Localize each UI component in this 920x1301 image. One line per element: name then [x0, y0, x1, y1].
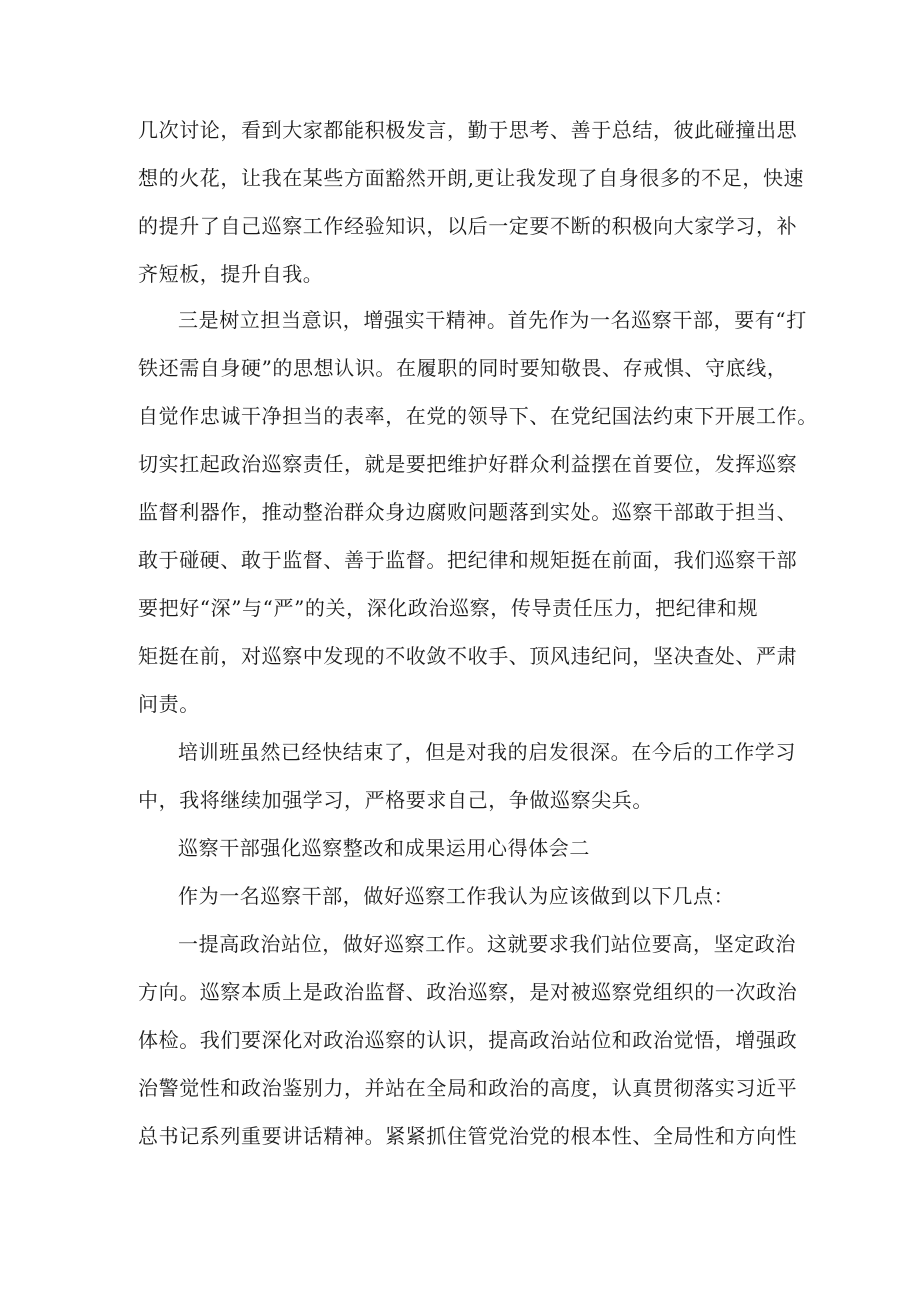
- text-line: 几次讨论，看到大家都能积极发言，勤于思考、善于总结，彼此碰撞出思: [138, 118, 798, 142]
- text-line: 治警觉性和政治鉴别力，并站在全局和政治的高度，认真贯彻落实习近平: [138, 1076, 798, 1100]
- text-line: 总书记系列重要讲话精神。紧紧抓住管党治党的根本性、全局性和方向性: [138, 1124, 798, 1148]
- paragraph-start-line: 作为一名巡察干部，做好巡察工作我认为应该做到以下几点：: [178, 884, 735, 908]
- paragraph-start-line: 三是树立担当意识，增强实干精神。首先作为一名巡察干部，要有“打: [178, 308, 807, 332]
- section-heading: 巡察干部强化巡察整改和成果运用心得体会二: [178, 836, 590, 860]
- text-line: 敢于碰硬、敢于监督、善于监督。把纪律和规矩挺在前面，我们巡察干部: [138, 548, 798, 572]
- text-line: 齐短板，提升自我。: [138, 262, 324, 286]
- paragraph-start-line: 培训班虽然已经快结束了，但是对我的启发很深。在今后的工作学习: [178, 740, 796, 764]
- text-line: 铁还需自身硬”的思想认识。在履职的同时要知敬畏、存戒惧、守底线，: [138, 356, 788, 380]
- text-line: 问责。: [138, 692, 200, 716]
- text-line: 体检。我们要深化对政治巡察的认识，提高政治站位和政治觉悟，增强政: [138, 1028, 798, 1052]
- text-line: 的提升了自己巡察工作经验知识，以后一定要不断的积极向大家学习，补: [138, 214, 798, 238]
- text-line: 监督利器作，推动整治群众身边腐败问题落到实处。巡察干部敢于担当、: [138, 500, 798, 524]
- text-line: 矩挺在前，对巡察中发现的不收敛不收手、顶风违纪问，坚决查处、严肃: [138, 644, 798, 668]
- text-line: 自觉作忠诚干净担当的表率，在党的领导下、在党纪国法约束下开展工作。: [138, 404, 818, 428]
- text-line: 中，我将继续加强学习，严格要求自己，争做巡察尖兵。: [138, 788, 653, 812]
- text-line: 要把好“深”与“严”的关，深化政治巡察，传导责任压力，把纪律和规: [138, 596, 759, 620]
- paragraph-start-line: 一提高政治站位，做好巡察工作。这就要求我们站位要高，坚定政治: [178, 932, 796, 956]
- text-line: 想的火花，让我在某些方面豁然开朗,更让我发现了自身很多的不足，快速: [138, 166, 805, 190]
- text-line: 切实扛起政治巡察责任，就是要把维护好群众利益摆在首要位，发挥巡察: [138, 452, 798, 476]
- text-line: 方向。巡察本质上是政治监督、政治巡察，是对被巡察党组织的一次政治: [138, 980, 798, 1004]
